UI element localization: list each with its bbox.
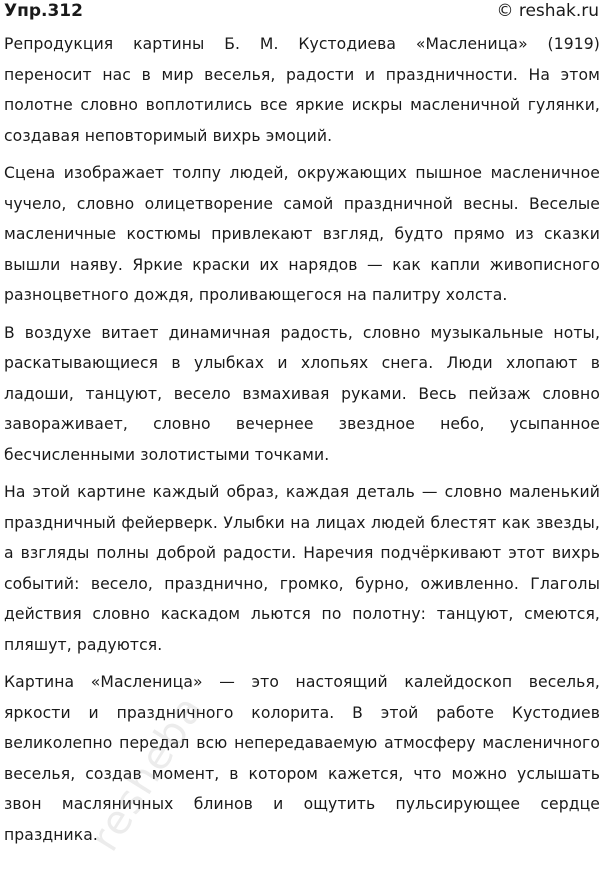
paragraph: Сцена изображает толпу людей, окружающих пышное масленичное чучело, словно олицетворение самой праздничной весны. Веселые масленичные костюмы привлекают взгляд, будто прямо из сказки вышли наяву. Яркие краски их нарядов — как капли живописного разноцветного дождя, проливающегося на палитру холста.	[4, 164, 600, 304]
paragraph: В воздухе витает динамичная радость, словно музыкальные ноты, раскатывающиеся в улыбках и хлопьях снега. Люди хлопают в ладоши, танцуют, весело взмахивая руками. Весь пейзаж словно завораживает, словно вечернее звездное небо, усыпанное бесчисленными золотистыми точками.	[4, 323, 600, 464]
essay-text	[4, 29, 600, 857]
exercise-title: Упр.312	[4, 1, 83, 21]
site-copyright[interactable]: © reshak.ru	[496, 1, 599, 21]
paragraph: Картина «Масленица» — это настоящий калейдоскоп веселья, яркости и праздничного колорита. В этой работе Кустодиев великолепно передал всю непередаваемую атмосферу масленичного веселья, создав момент, в котором кажется, что можно услышать звон масляничных блинов и ощутить пульсирующее сердце праздника.	[4, 673, 600, 844]
paragraph: На этой картине каждый образ, каждая деталь — словно маленький праздничный фейерверк. Улыбки на лицах людей блестят как звезды, а взгляды полны доброй радости. Наречия подчёркивают этот вихрь событий: весело, празднично, громко, бурно, оживленно. Глаголы действия словно каскадом льются по полотну: танцуют, смеются, пляшут, радуются.	[4, 483, 600, 654]
watermark-text: resheba	[81, 686, 214, 860]
page-header	[0, 0, 603, 26]
paragraph: Репродукция картины Б. М. Кустодиева «Масленица» (1919) переносит нас в мир веселья, радости и праздничности. На этом полотне словно воплотились все яркие искры масленичной гулянки, создавая неповторимый вихрь эмоций.	[4, 35, 600, 145]
